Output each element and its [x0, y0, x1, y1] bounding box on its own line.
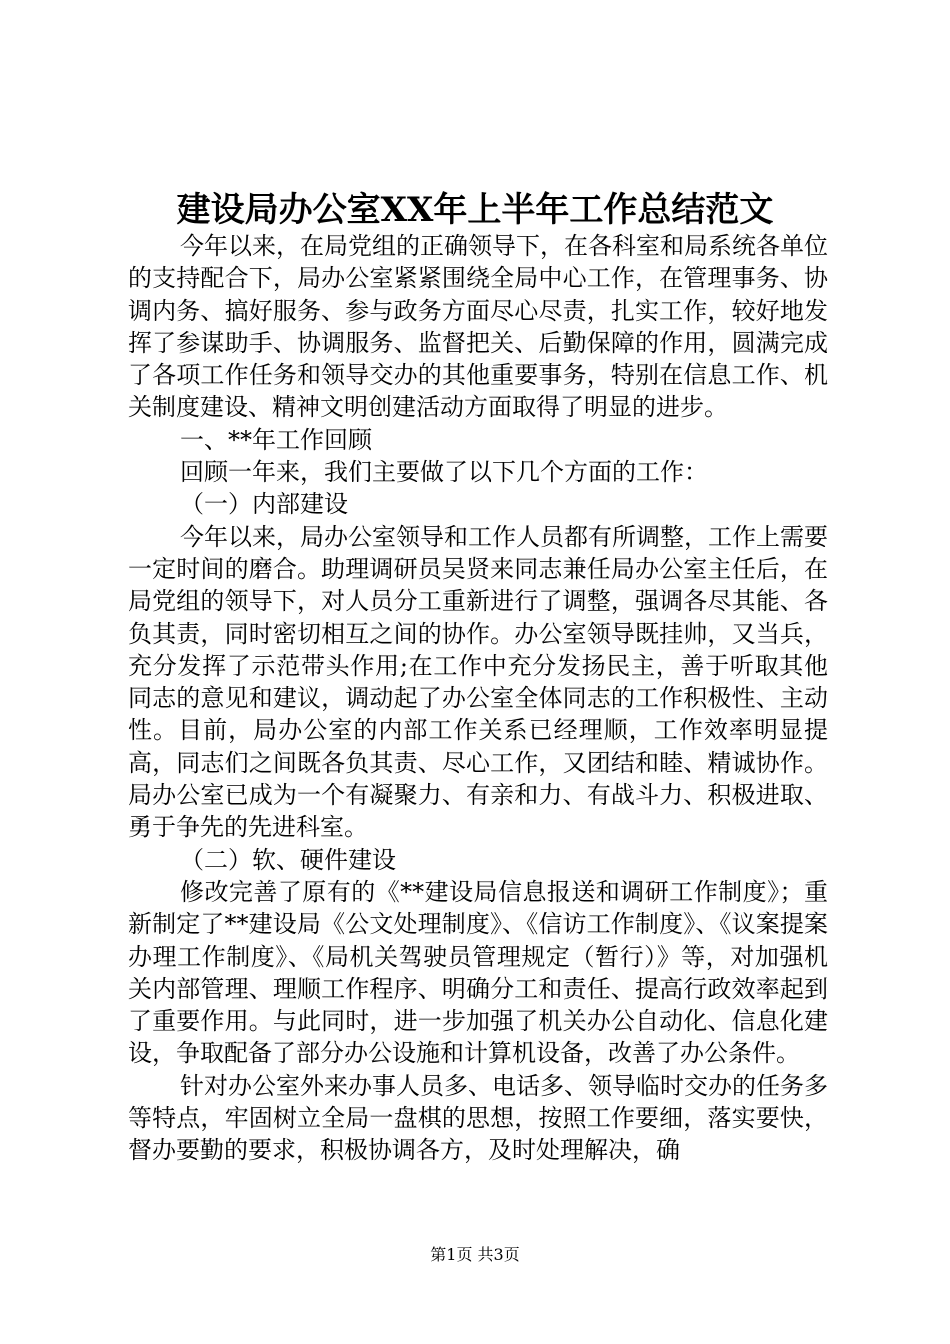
- paragraph-software-hardware: 修改完善了原有的《**建设局信息报送和调研工作制度》；重新制定了**建设局《公文处理制度》、《信访工作制度》、《议案提案办理工作制度》、《局机关驾驶员管理规定（暂行）》等，对加强机关内部管理、理顺工作程序、明确分工和责任、提高行政效率起到了重要作用。与此同时，进一步加强了机关办公自动化、信息化建设，争取配备了部分办公设施和计算机设备，改善了办公条件。: [128, 877, 828, 1068]
- paragraph-internal: 今年以来，局办公室领导和工作人员都有所调整，工作上需要一定时间的磨合。助理调研员吴贤来同志兼任局办公室主任后，在局党组的领导下，对人员分工重新进行了调整，强调各尽其能、各负其责，同时密切相互之间的协作。办公室领导既挂帅，又当兵，充分发挥了示范带头作用;在工作中充分发扬民主，善于听取其他同志的意见和建议，调动起了办公室全体同志的工作积极性、主动性。目前，局办公室的内部工作关系已经理顺，工作效率明显提高，同志们之间既各负其责、尽心工作，又团结和睦、精诚协作。局办公室已成为一个有凝聚力、有亲和力、有战斗力、积极进取、勇于争先的先进科室。: [128, 522, 828, 842]
- paragraph-intro: 今年以来，在局党组的正确领导下，在各科室和局系统各单位的支持配合下，局办公室紧紧围绕全局中心工作，在管理事务、协调内务、搞好服务、参与政务方面尽心尽责，扎实工作，较好地发挥了参谋助手、协调服务、监督把关、后勤保障的作用，圆满完成了各项工作任务和领导交办的其他重要事务，特别在信息工作、机关制度建设、精神文明创建活动方面取得了明显的进步。: [128, 232, 828, 422]
- document-title: 建设局办公室XX年上半年工作总结范文: [176, 190, 774, 230]
- paragraph-review-lead: 回顾一年来，我们主要做了以下几个方面的工作：: [180, 458, 708, 487]
- document-body: [128, 230, 828, 1167]
- paragraph-coordination: 针对办公室外来办事人员多、电话多、领导临时交办的任务多等特点，牢固树立全局一盘棋的思想，按照工作要细，落实要快，督办要勤的要求，积极协调各方，及时处理解决，确: [128, 1071, 828, 1165]
- section-heading-review: 一、**年工作回顾: [180, 425, 372, 454]
- subsection-heading-software-hardware: （二）软、硬件建设: [180, 845, 396, 874]
- page-footer: 第1页 共3页: [430, 1245, 520, 1264]
- subsection-heading-internal: （一）内部建设: [180, 490, 348, 519]
